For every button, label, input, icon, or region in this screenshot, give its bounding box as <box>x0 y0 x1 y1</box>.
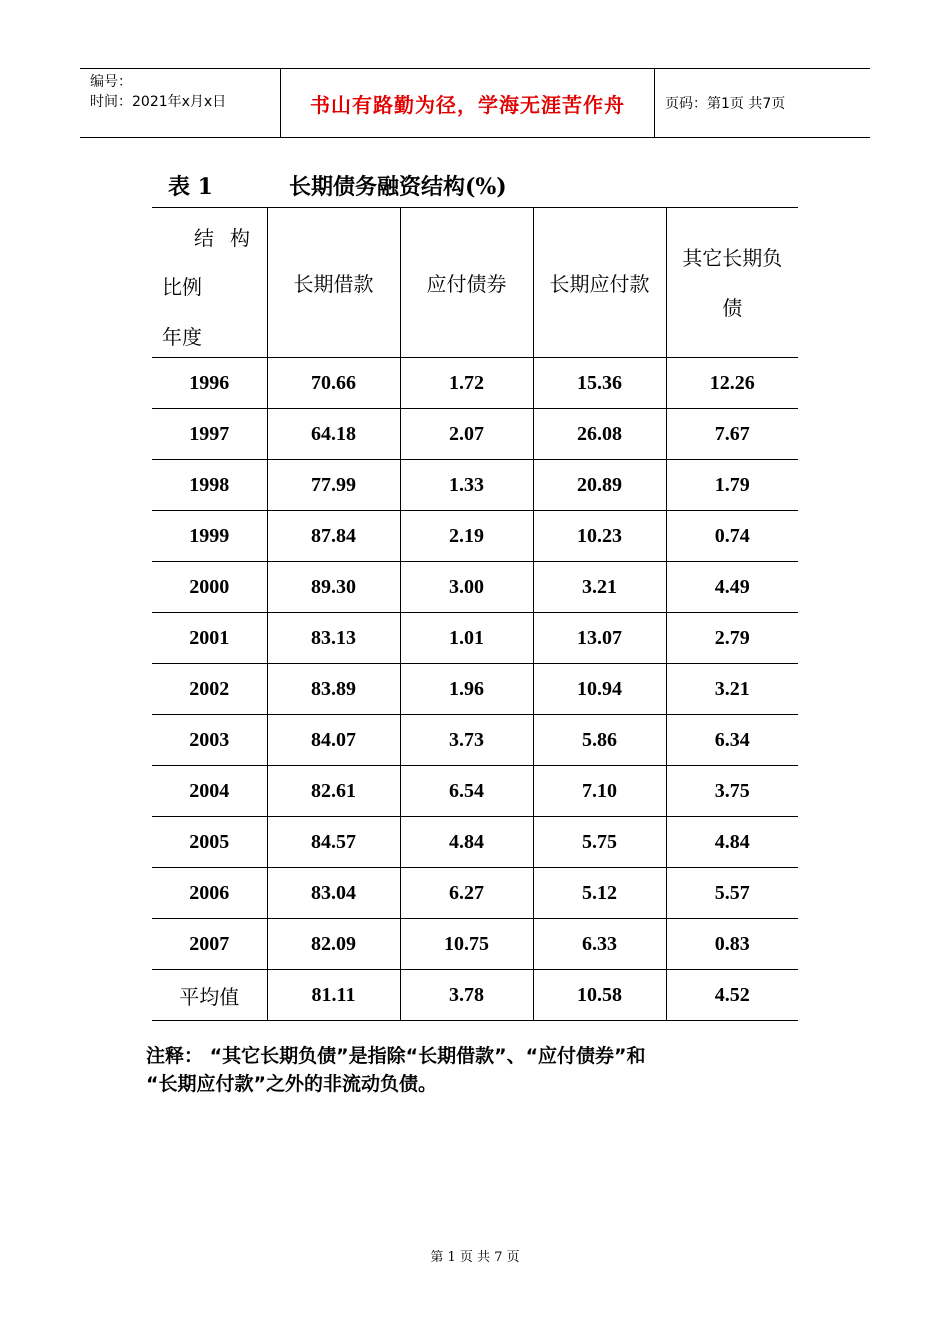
column-header-other-line1: 其它长期负 <box>682 245 783 270</box>
table-row <box>152 511 798 562</box>
other-liabilities-cell: 12.26 <box>666 358 798 409</box>
year-cell: 1997 <box>152 409 267 460</box>
year-cell: 2006 <box>152 868 267 919</box>
long-term-payables-cell: 10.94 <box>533 664 666 715</box>
bonds-payable-cell: 6.27 <box>400 868 533 919</box>
other-liabilities-cell: 1.79 <box>666 460 798 511</box>
document-time-label: 时间：2021年x月x日 <box>90 94 227 110</box>
long-term-loans-cell: 81.11 <box>267 970 400 1021</box>
other-liabilities-cell: 5.57 <box>666 868 798 919</box>
column-header-long-term-payables: 长期应付款 <box>533 208 666 358</box>
header-motto: 书山有路勤为径，学海无涯苦作舟 <box>310 92 625 117</box>
table-row <box>152 664 798 715</box>
table-row <box>152 562 798 613</box>
other-liabilities-cell: 6.34 <box>666 715 798 766</box>
corner-year-label: 年度 <box>162 325 202 349</box>
long-term-payables-cell: 26.08 <box>533 409 666 460</box>
page-header <box>80 68 870 138</box>
corner-header-cell <box>152 208 267 358</box>
long-term-loans-cell: 77.99 <box>267 460 400 511</box>
bonds-payable-cell: 1.33 <box>400 460 533 511</box>
bonds-payable-cell: 4.84 <box>400 817 533 868</box>
long-term-loans-cell: 83.04 <box>267 868 400 919</box>
long-term-payables-cell: 5.86 <box>533 715 666 766</box>
other-liabilities-cell: 7.67 <box>666 409 798 460</box>
bonds-payable-cell: 6.54 <box>400 766 533 817</box>
year-cell: 2003 <box>152 715 267 766</box>
bonds-payable-cell: 2.19 <box>400 511 533 562</box>
table-header-row <box>152 208 798 358</box>
bonds-payable-cell: 1.72 <box>400 358 533 409</box>
year-cell: 2000 <box>152 562 267 613</box>
bonds-payable-cell: 2.07 <box>400 409 533 460</box>
table-row <box>152 409 798 460</box>
other-liabilities-cell: 0.74 <box>666 511 798 562</box>
long-term-payables-cell: 10.23 <box>533 511 666 562</box>
year-cell: 2001 <box>152 613 267 664</box>
year-cell: 2002 <box>152 664 267 715</box>
header-page-info: 页码：第1页 共7页 <box>665 96 786 112</box>
long-term-loans-cell: 82.61 <box>267 766 400 817</box>
column-header-bonds-payable: 应付债券 <box>400 208 533 358</box>
other-liabilities-cell: 2.79 <box>666 613 798 664</box>
table-row <box>152 766 798 817</box>
other-liabilities-cell: 4.84 <box>666 817 798 868</box>
long-term-payables-cell: 10.58 <box>533 970 666 1021</box>
table-row <box>152 868 798 919</box>
year-cell: 1998 <box>152 460 267 511</box>
bonds-payable-cell: 1.96 <box>400 664 533 715</box>
column-header-long-term-loans: 长期借款 <box>267 208 400 358</box>
table-row <box>152 919 798 970</box>
long-term-loans-cell: 83.89 <box>267 664 400 715</box>
table-caption <box>168 170 507 201</box>
year-cell: 2007 <box>152 919 267 970</box>
bonds-payable-cell: 3.78 <box>400 970 533 1021</box>
table-row <box>152 460 798 511</box>
year-cell: 1996 <box>152 358 267 409</box>
long-term-payables-cell: 20.89 <box>533 460 666 511</box>
table-note <box>146 1042 806 1098</box>
long-term-payables-cell: 7.10 <box>533 766 666 817</box>
table-row <box>152 817 798 868</box>
long-term-loans-cell: 84.57 <box>267 817 400 868</box>
note-line-2: “长期应付款”之外的非流动负债。 <box>146 1073 437 1095</box>
other-liabilities-cell: 4.49 <box>666 562 798 613</box>
bonds-payable-cell: 3.73 <box>400 715 533 766</box>
table-row <box>152 358 798 409</box>
long-term-payables-cell: 3.21 <box>533 562 666 613</box>
long-term-loans-cell: 82.09 <box>267 919 400 970</box>
table-caption-number: 表 1 <box>168 174 213 200</box>
table-row <box>152 715 798 766</box>
year-cell: 2005 <box>152 817 267 868</box>
table-row <box>152 613 798 664</box>
corner-structure-label: 结构 <box>194 226 266 250</box>
column-header-other-long-term-liabilities <box>666 208 798 358</box>
year-cell: 2004 <box>152 766 267 817</box>
average-row <box>152 970 798 1021</box>
long-term-payables-cell: 6.33 <box>533 919 666 970</box>
long-term-payables-cell: 15.36 <box>533 358 666 409</box>
other-liabilities-cell: 4.52 <box>666 970 798 1021</box>
long-term-payables-cell: 5.75 <box>533 817 666 868</box>
long-term-payables-cell: 5.12 <box>533 868 666 919</box>
other-liabilities-cell: 0.83 <box>666 919 798 970</box>
long-term-loans-cell: 87.84 <box>267 511 400 562</box>
bonds-payable-cell: 3.00 <box>400 562 533 613</box>
document-number-label: 编号： <box>90 74 132 90</box>
header-meta <box>80 69 281 137</box>
bonds-payable-cell: 10.75 <box>400 919 533 970</box>
long-term-loans-cell: 70.66 <box>267 358 400 409</box>
column-header-other-line2: 债 <box>722 295 743 320</box>
long-term-loans-cell: 83.13 <box>267 613 400 664</box>
note-line-1: 注释： “其它长期负债”是指除“长期借款”、“应付债券”和 <box>146 1045 646 1067</box>
header-motto-cell <box>281 69 655 137</box>
other-liabilities-cell: 3.21 <box>666 664 798 715</box>
average-label-cell: 平均值 <box>152 970 267 1021</box>
long-term-loans-cell: 89.30 <box>267 562 400 613</box>
other-liabilities-cell: 3.75 <box>666 766 798 817</box>
long-term-loans-cell: 84.07 <box>267 715 400 766</box>
debt-structure-table <box>152 207 798 1021</box>
long-term-payables-cell: 13.07 <box>533 613 666 664</box>
year-cell: 1999 <box>152 511 267 562</box>
corner-ratio-label: 比例 <box>162 275 202 299</box>
long-term-loans-cell: 64.18 <box>267 409 400 460</box>
page-footer: 第 1 页 共 7 页 <box>430 1250 520 1265</box>
bonds-payable-cell: 1.01 <box>400 613 533 664</box>
table-caption-title: 长期债务融资结构(%) <box>288 174 507 200</box>
